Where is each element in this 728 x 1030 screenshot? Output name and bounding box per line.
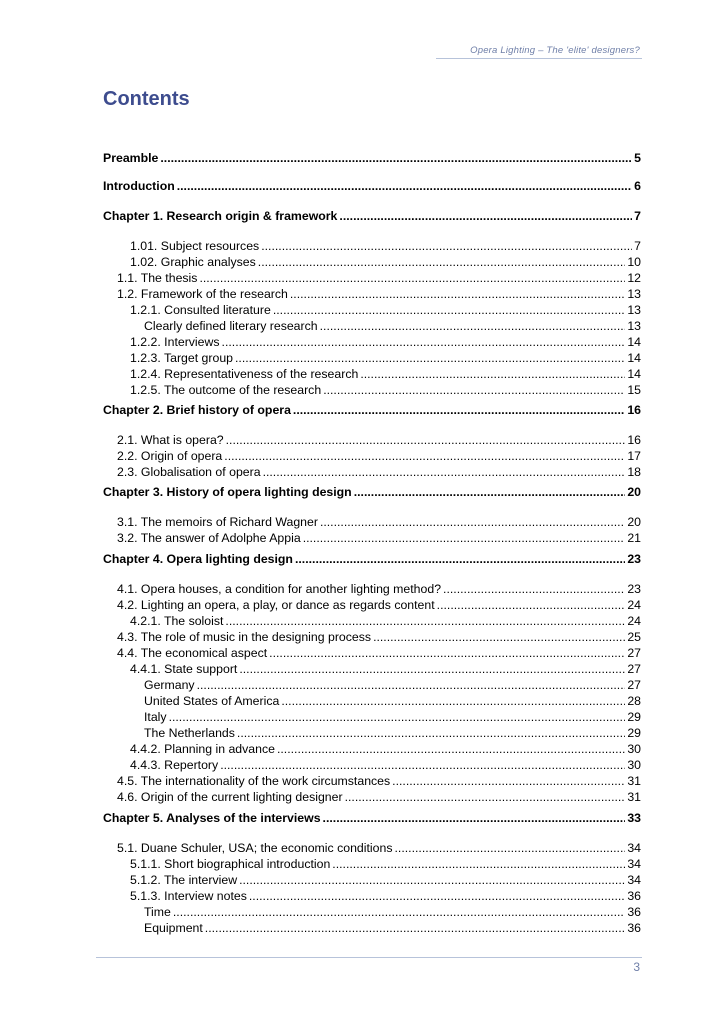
toc-entry — [103, 382, 641, 398]
toc-entry-page: 21 — [627, 531, 641, 545]
dot-leader — [323, 382, 625, 398]
toc-entry-page: 23 — [627, 582, 641, 596]
toc-entry-page: 18 — [627, 465, 641, 479]
toc-entry — [103, 645, 641, 661]
toc-entry-label: Germany — [144, 678, 195, 692]
toc-entry-page: 7 — [634, 239, 641, 253]
toc-entry-page: 17 — [627, 449, 641, 463]
dot-leader — [443, 581, 625, 597]
dot-leader — [226, 432, 626, 448]
toc-entry — [103, 366, 641, 382]
toc-chapter-entry — [103, 402, 641, 418]
toc-entry-page: 34 — [627, 873, 641, 887]
toc-entry-label: 4.4.3. Repertory — [130, 758, 219, 772]
toc-entry-label: The Netherlands — [144, 726, 235, 740]
toc-chapter-entry — [103, 150, 641, 166]
toc-entry-label: 5.1. Duane Schuler, USA; the economic conditions — [117, 841, 393, 855]
toc-entry-label: Chapter 1. Research origin & framework — [103, 209, 338, 223]
toc-entry — [103, 693, 641, 709]
toc-entry-page: 5 — [634, 151, 641, 165]
toc-entry — [103, 464, 641, 480]
dot-leader — [199, 270, 625, 286]
toc-entry — [103, 254, 641, 270]
toc-entry — [103, 789, 641, 805]
toc-entry-label: 4.2. Lighting an opera, a play, or dance as regards content — [117, 598, 435, 612]
toc-entry — [103, 888, 641, 904]
toc-entry — [103, 514, 641, 530]
header-divider — [436, 58, 642, 59]
toc-entry-page: 10 — [627, 255, 641, 269]
toc-entry — [103, 530, 641, 546]
toc-entry-page: 16 — [627, 403, 641, 417]
toc-chapter-entry — [103, 178, 641, 194]
dot-leader — [169, 709, 626, 725]
toc-entry-label: 1.2. Framework of the research — [117, 287, 288, 301]
toc-entry-page: 25 — [627, 630, 641, 644]
dot-leader — [360, 366, 625, 382]
dot-leader — [263, 464, 626, 480]
dot-leader — [295, 551, 625, 567]
toc-entry — [103, 757, 641, 773]
toc-entry-label: 1.1. The thesis — [117, 271, 198, 285]
toc-entry-label: 4.4.1. State support — [130, 662, 238, 676]
toc-entry-label: 1.2.4. Representativeness of the research — [130, 367, 359, 381]
toc-entry-page: 36 — [627, 921, 641, 935]
toc-entry-page: 12 — [627, 271, 641, 285]
toc-entry-page: 28 — [627, 694, 641, 708]
toc-entry-label: 1.01. Subject resources — [130, 239, 260, 253]
toc-entry-label: Preamble — [103, 151, 159, 165]
toc-entry — [103, 741, 641, 757]
dot-leader — [339, 208, 632, 224]
dot-leader — [205, 920, 626, 936]
toc-entry-label: Equipment — [144, 921, 203, 935]
toc-entry-page: 14 — [627, 367, 641, 381]
dot-leader — [293, 402, 625, 418]
dot-leader — [239, 661, 625, 677]
toc-entry-page: 27 — [627, 662, 641, 676]
toc-entry — [103, 840, 641, 856]
toc-entry-label: 3.1. The memoirs of Richard Wagner — [117, 515, 318, 529]
toc-entry-label: 1.2.1. Consulted literature — [130, 303, 271, 317]
toc-entry-page: 24 — [627, 614, 641, 628]
running-header: Opera Lighting – The 'elite' designers? — [470, 45, 640, 56]
toc-entry — [103, 725, 641, 741]
dot-leader — [345, 789, 626, 805]
toc-entry — [103, 904, 641, 920]
toc-entry-page: 30 — [627, 758, 641, 772]
toc-entry-label: 4.1. Opera houses, a condition for another lighting method? — [117, 582, 442, 596]
toc-entry-page: 13 — [627, 287, 641, 301]
dot-leader — [224, 448, 625, 464]
dot-leader — [249, 888, 625, 904]
toc-entry — [103, 350, 641, 366]
toc-chapter-entry — [103, 810, 641, 826]
toc-entry-label: 5.1.2. The interview — [130, 873, 238, 887]
toc-entry-page: 20 — [627, 515, 641, 529]
toc-entry-label: 5.1.3. Interview notes — [130, 889, 247, 903]
toc-entry-label: 5.1.1. Short biographical introduction — [130, 857, 331, 871]
toc-chapter-entry — [103, 208, 641, 224]
toc-entry-page: 6 — [634, 179, 641, 193]
dot-leader — [373, 629, 625, 645]
toc-entry — [103, 613, 641, 629]
dot-leader — [394, 840, 625, 856]
toc-entry-label: 2.3. Globalisation of opera — [117, 465, 261, 479]
toc-entry-page: 31 — [627, 790, 641, 804]
toc-entry — [103, 318, 641, 334]
dot-leader — [237, 725, 625, 741]
toc-entry — [103, 709, 641, 725]
toc-entry-page: 16 — [627, 433, 641, 447]
dot-leader — [392, 773, 625, 789]
dot-leader — [225, 613, 625, 629]
toc-entry-page: 7 — [634, 209, 641, 223]
toc-entry-label: 4.6. Origin of the current lighting designer — [117, 790, 343, 804]
dot-leader — [437, 597, 626, 613]
toc-entry-page: 33 — [627, 811, 641, 825]
toc-entry-label: 4.4.2. Planning in advance — [130, 742, 275, 756]
toc-entry-page: 30 — [627, 742, 641, 756]
toc-entry-label: 4.3. The role of music in the designing process — [117, 630, 372, 644]
toc-entry-page: 24 — [627, 598, 641, 612]
dot-leader — [173, 904, 625, 920]
toc-entry-page: 13 — [627, 319, 641, 333]
toc-entry-label: 4.5. The internationality of the work circumstances — [117, 774, 391, 788]
dot-leader — [281, 693, 625, 709]
toc-entry-page: 34 — [627, 857, 641, 871]
footer-divider — [96, 957, 642, 958]
toc-entry-label: 1.2.2. Interviews — [130, 335, 220, 349]
toc-chapter-entry — [103, 551, 641, 567]
dot-leader — [323, 810, 626, 826]
dot-leader — [220, 757, 625, 773]
dot-leader — [354, 484, 626, 500]
toc-entry-label: 3.2. The answer of Adolphe Appia — [117, 531, 301, 545]
toc-entry-page: 27 — [627, 678, 641, 692]
toc-entry-page: 20 — [627, 485, 641, 499]
toc-entry — [103, 856, 641, 872]
dot-leader — [320, 318, 626, 334]
dot-leader — [239, 872, 625, 888]
page-title: Contents — [103, 88, 190, 110]
dot-leader — [235, 350, 625, 366]
toc-entry-label: Chapter 3. History of opera lighting design — [103, 485, 352, 499]
toc-entry-label: Chapter 4. Opera lighting design — [103, 552, 293, 566]
toc-entry-page: 23 — [627, 552, 641, 566]
toc-entry-page: 14 — [627, 335, 641, 349]
dot-leader — [269, 645, 625, 661]
toc-entry-page: 29 — [627, 710, 641, 724]
toc-entry-label: 2.2. Origin of opera — [117, 449, 223, 463]
toc-entry — [103, 238, 641, 254]
toc-entry — [103, 334, 641, 350]
dot-leader — [261, 238, 632, 254]
toc-entry-page: 36 — [627, 889, 641, 903]
toc-entry-label: 1.02. Graphic analyses — [130, 255, 256, 269]
dot-leader — [197, 677, 626, 693]
toc-entry — [103, 432, 641, 448]
toc-entry — [103, 920, 641, 936]
toc-entry-label: 1.2.3. Target group — [130, 351, 234, 365]
toc-entry-label: Introduction — [103, 179, 175, 193]
dot-leader — [290, 286, 625, 302]
toc-entry — [103, 629, 641, 645]
toc-chapter-entry — [103, 484, 641, 500]
dot-leader — [258, 254, 626, 270]
toc-entry-label: Chapter 5. Analyses of the interviews — [103, 811, 321, 825]
toc-entry-page: 34 — [627, 841, 641, 855]
toc-entry — [103, 270, 641, 286]
toc-entry-page: 36 — [627, 905, 641, 919]
dot-leader — [332, 856, 625, 872]
toc-entry-label: Clearly defined literary research — [144, 319, 318, 333]
toc-entry-page: 13 — [627, 303, 641, 317]
dot-leader — [273, 302, 625, 318]
toc-entry — [103, 581, 641, 597]
toc-entry-page: 27 — [627, 646, 641, 660]
dot-leader — [222, 334, 626, 350]
toc-entry — [103, 286, 641, 302]
toc-entry-label: 4.2.1. The soloist — [130, 614, 224, 628]
toc-entry-label: Chapter 2. Brief history of opera — [103, 403, 291, 417]
dot-leader — [277, 741, 625, 757]
dot-leader — [320, 514, 625, 530]
toc-entry-label: Time — [144, 905, 171, 919]
toc-entry-label: 4.4. The economical aspect — [117, 646, 268, 660]
page-number: 3 — [633, 960, 640, 974]
toc-entry — [103, 872, 641, 888]
toc-entry — [103, 302, 641, 318]
toc-entry — [103, 597, 641, 613]
dot-leader — [177, 178, 632, 194]
toc-entry-page: 14 — [627, 351, 641, 365]
toc-entry — [103, 661, 641, 677]
toc-entry — [103, 448, 641, 464]
toc-entry — [103, 773, 641, 789]
toc-entry-page: 15 — [627, 383, 641, 397]
toc-entry-label: 1.2.5. The outcome of the research — [130, 383, 322, 397]
toc-entry — [103, 677, 641, 693]
toc-entry-label: 2.1. What is opera? — [117, 433, 224, 447]
dot-leader — [303, 530, 626, 546]
toc-entry-label: United States of America — [144, 694, 280, 708]
toc-entry-page: 29 — [627, 726, 641, 740]
dot-leader — [160, 150, 632, 166]
toc-entry-label: Italy — [144, 710, 167, 724]
toc-entry-page: 31 — [627, 774, 641, 788]
